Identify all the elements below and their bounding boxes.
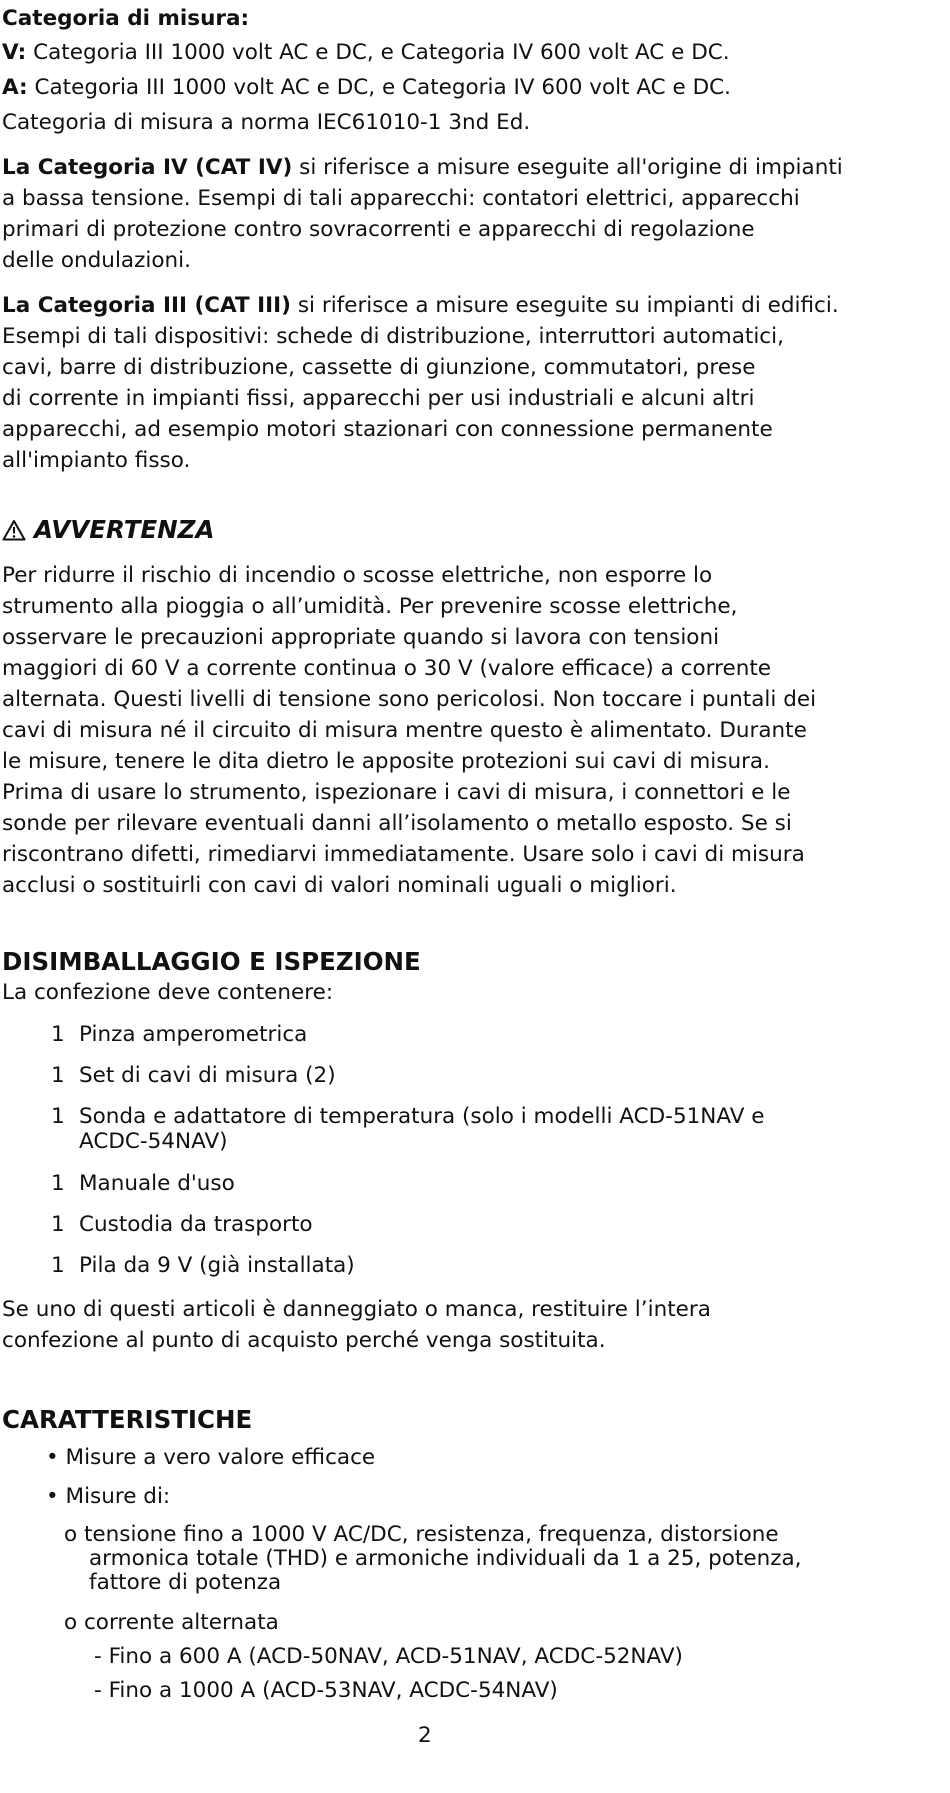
cat3-paragraph-line: all'impianto fisso. bbox=[2, 448, 191, 473]
category-heading: Categoria di misura: bbox=[2, 6, 250, 31]
warning-heading bbox=[2, 515, 215, 544]
cat3-paragraph-line: cavi, barre di distribuzione, cassette di giunzione, commutatori, prese bbox=[2, 355, 756, 380]
warning-line: Per ridurre il rischio di incendio o scosse elettriche, non esporre lo bbox=[2, 563, 713, 588]
warning-line: cavi di misura né il circuito di misura mentre questo è alimentato. Durante bbox=[2, 718, 807, 743]
warning-line: acclusi o sostituirli con cavi di valori nominali uguali o migliori. bbox=[2, 873, 677, 898]
warning-line: Prima di usare lo strumento, ispezionare i cavi di misura, i connettori e le bbox=[2, 780, 791, 805]
cat3-paragraph-line: di corrente in impianti fissi, apparecchi per usi industriali e alcuni altri bbox=[2, 386, 755, 411]
cat3-paragraph-line: apparecchi, ad esempio motori stazionari con connessione permanente bbox=[2, 417, 773, 442]
cat4-paragraph-line: delle ondulazioni. bbox=[2, 248, 191, 273]
unpacking-note-line: Se uno di questi articoli è danneggiato o manca, restituire l’intera bbox=[2, 1297, 711, 1322]
page-number: 2 bbox=[418, 1723, 432, 1748]
category-v-line: V: Categoria III 1000 volt AC e DC, e Categoria IV 600 volt AC e DC. bbox=[2, 40, 730, 65]
cat3-paragraph-line: Esempi di tali dispositivi: schede di distribuzione, interruttori automatici, bbox=[2, 324, 784, 349]
warning-title: AVVERTENZA bbox=[34, 515, 215, 544]
unpacking-heading: DISIMBALLAGGIO E ISPEZIONE bbox=[2, 947, 421, 976]
cat4-paragraph-line: a bassa tensione. Esempi di tali apparecchi: contatori elettrici, apparecchi bbox=[2, 186, 800, 211]
warning-line: le misure, tenere le dita dietro le apposite protezioni sui cavi di misura. bbox=[2, 749, 770, 774]
warning-triangle-icon bbox=[2, 519, 26, 541]
unpacking-note-line: confezione al punto di acquisto perché venga sostituita. bbox=[2, 1328, 606, 1353]
cat4-paragraph-line: primari di protezione contro sovracorrenti e apparecchi di regolazione bbox=[2, 217, 755, 242]
warning-line: sonde per rilevare eventuali danni all’isolamento o metallo esposto. Se si bbox=[2, 811, 792, 836]
category-a-line: A: Categoria III 1000 volt AC e DC, e Categoria IV 600 volt AC e DC. bbox=[2, 75, 731, 100]
warning-line: strumento alla pioggia o all’umidità. Per prevenire scosse elettriche, bbox=[2, 594, 738, 619]
cat4-paragraph-line: La Categoria IV (CAT IV) si riferisce a misure eseguite all'origine di impianti bbox=[2, 155, 843, 180]
warning-line: alternata. Questi livelli di tensione sono pericolosi. Non toccare i puntali dei bbox=[2, 687, 817, 712]
warning-line: riscontrano difetti, rimediarvi immediatamente. Usare solo i cavi di misura bbox=[2, 842, 805, 867]
unpacking-intro: La confezione deve contenere: bbox=[2, 980, 334, 1005]
cat3-paragraph-line: La Categoria III (CAT III) si riferisce a misure eseguite su impianti di edifici. bbox=[2, 293, 839, 318]
category-standard: Categoria di misura a norma IEC61010-1 3nd Ed. bbox=[2, 110, 531, 135]
features-heading: CARATTERISTICHE bbox=[2, 1405, 253, 1434]
warning-line: osservare le precauzioni appropriate quando si lavora con tensioni bbox=[2, 625, 720, 650]
warning-line: maggiori di 60 V a corrente continua o 30 V (valore efficace) a corrente bbox=[2, 656, 771, 681]
